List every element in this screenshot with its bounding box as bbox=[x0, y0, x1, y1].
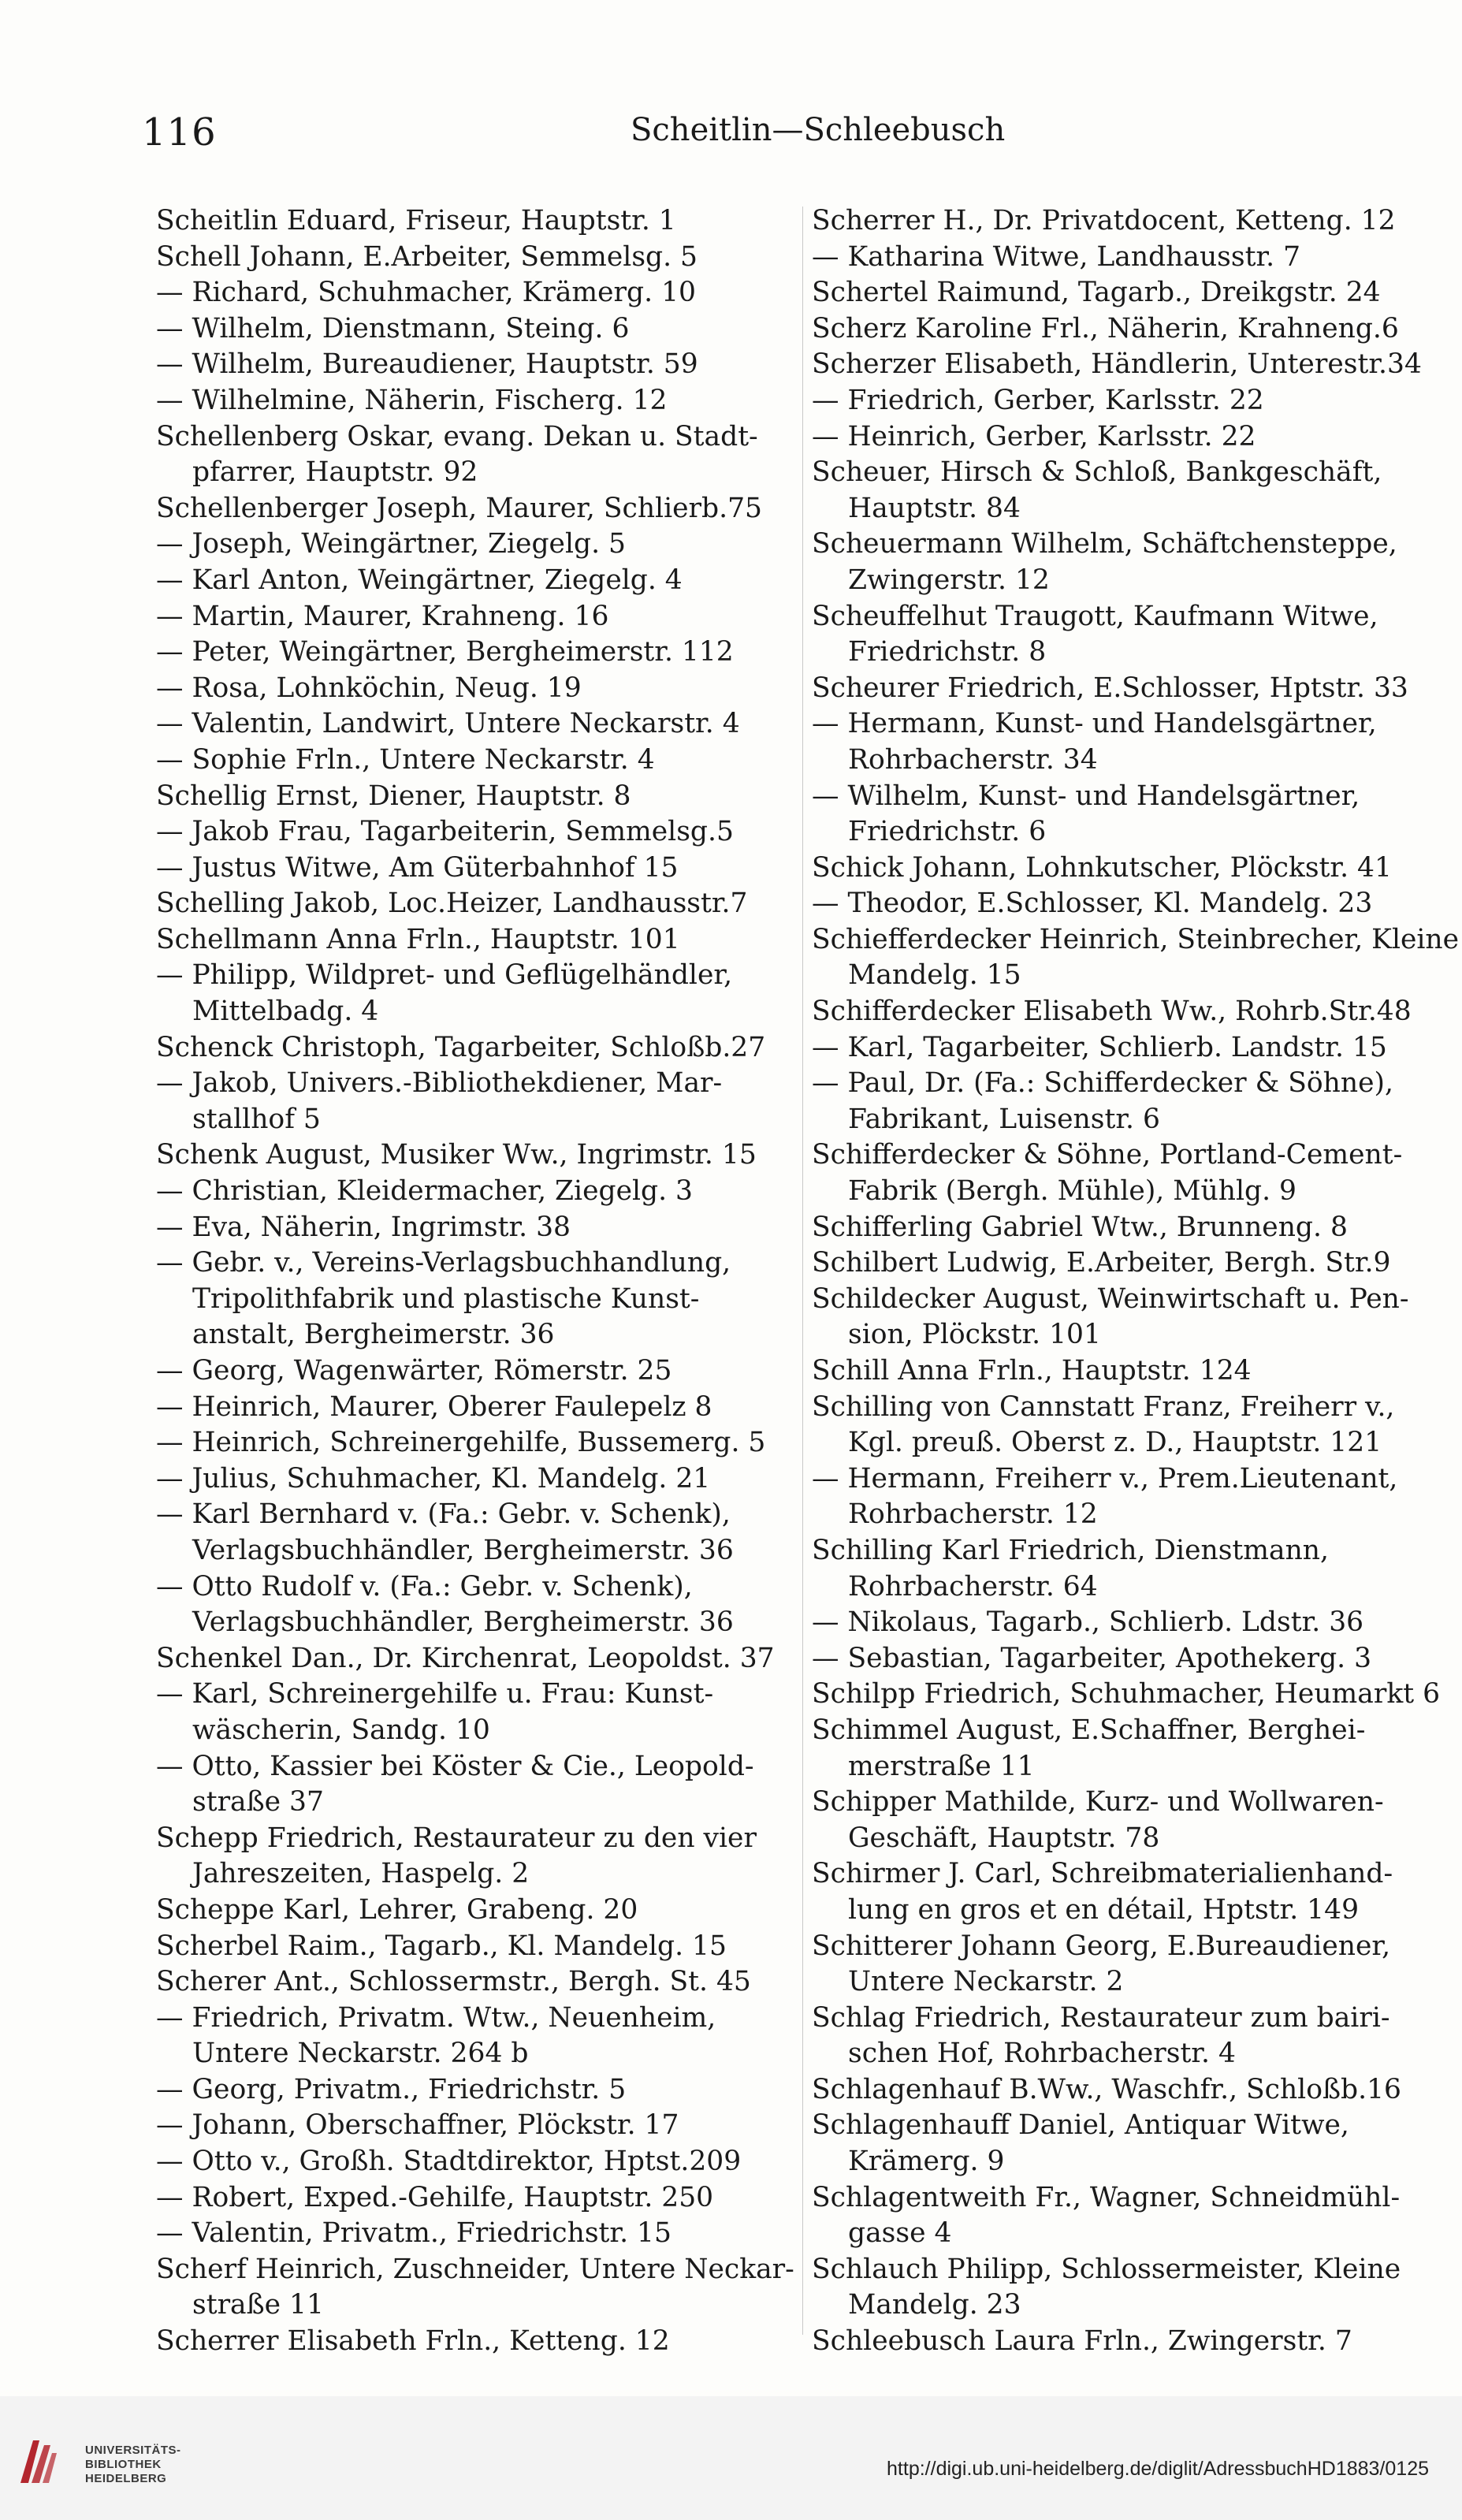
directory-entry: Scherrer Elisabeth Frln., Ketteng. 12 bbox=[156, 2325, 670, 2358]
entry-continuation-line: Krämerg. 9 bbox=[848, 2146, 1005, 2178]
directory-entry: — Georg, Wagenwärter, Römerstr. 25 bbox=[156, 1355, 672, 1387]
entry-continuation-line: Mandelg. 15 bbox=[848, 959, 1021, 992]
entry-continuation-line: Rohrbacherstr. 34 bbox=[848, 743, 1098, 776]
page-number: 116 bbox=[142, 110, 217, 154]
directory-entry: — Gebr. v., Vereins-Verlagsbuchhandlung, bbox=[156, 1247, 731, 1279]
directory-entry: — Richard, Schuhmacher, Krämerg. 10 bbox=[156, 277, 696, 309]
entry-continuation-line: Mittelbadg. 4 bbox=[192, 996, 379, 1028]
directory-entry: Scheuffelhut Traugott, Kaufmann Witwe, bbox=[812, 600, 1378, 632]
directory-entry: Schenkel Dan., Dr. Kirchenrat, Leopoldst. 37 bbox=[156, 1642, 775, 1674]
left-column bbox=[156, 203, 794, 2360]
directory-entry: — Hermann, Kunst- und Handelsgärtner, bbox=[812, 708, 1377, 740]
directory-entry: Schill Anna Frln., Hauptstr. 124 bbox=[812, 1355, 1252, 1387]
directory-entry: — Georg, Privatm., Friedrichstr. 5 bbox=[156, 2073, 627, 2105]
directory-entry: Scherer Ant., Schlossermstr., Bergh. St. 45 bbox=[156, 1966, 751, 1998]
entry-continuation-line: Rohrbacherstr. 64 bbox=[848, 1570, 1098, 1602]
entry-continuation-line: Fabrik (Bergh. Mühle), Mühlg. 9 bbox=[848, 1175, 1296, 1208]
directory-entry: — Friedrich, Gerber, Karlsstr. 22 bbox=[812, 384, 1264, 416]
directory-entry: Schirmer J. Carl, Schreibmaterialienhand- bbox=[812, 1858, 1393, 1890]
entry-continuation-line: Tripolithfabrik und plastische Kunst- bbox=[192, 1282, 700, 1315]
entry-continuation-line: Zwingerstr. 12 bbox=[848, 564, 1050, 596]
directory-entry: — Julius, Schuhmacher, Kl. Mandelg. 21 bbox=[156, 1462, 711, 1495]
entry-continuation-line: stallhof 5 bbox=[192, 1103, 321, 1135]
directory-entry: Schimmel August, E.Schaffner, Berghei- bbox=[812, 1714, 1366, 1746]
directory-entry: Schlagenhauff Daniel, Antiquar Witwe, bbox=[812, 2109, 1349, 2142]
directory-entry: Schitterer Johann Georg, E.Bureaudiener, bbox=[812, 1930, 1391, 1962]
directory-entry: — Katharina Witwe, Landhausstr. 7 bbox=[812, 240, 1301, 273]
directory-entry: — Otto Rudolf v. (Fa.: Gebr. v. Schenk), bbox=[156, 1570, 693, 1602]
directory-entry: Schilpp Friedrich, Schuhmacher, Heumarkt 6 bbox=[812, 1678, 1441, 1710]
directory-entry: — Theodor, E.Schlosser, Kl. Mandelg. 23 bbox=[812, 888, 1373, 920]
entry-continuation-line: Verlagsbuchhändler, Bergheimerstr. 36 bbox=[192, 1606, 734, 1639]
directory-entry: Schilbert Ludwig, E.Arbeiter, Bergh. Str.9 bbox=[812, 1247, 1391, 1279]
directory-entry: Schiefferdecker Heinrich, Steinbrecher, Kleine bbox=[812, 923, 1460, 955]
directory-entry: — Paul, Dr. (Fa.: Schifferdecker & Söhne), bbox=[812, 1067, 1393, 1100]
directory-entry: — Wilhelm, Kunst- und Handelsgärtner, bbox=[812, 780, 1360, 812]
directory-entry: — Robert, Exped.-Gehilfe, Hauptstr. 250 bbox=[156, 2181, 714, 2213]
directory-entry: Scherrer H., Dr. Privatdocent, Ketteng. 12 bbox=[812, 205, 1396, 236]
directory-entry: Schlauch Philipp, Schlossermeister, Kleine bbox=[812, 2253, 1401, 2285]
entry-continuation-line: Verlagsbuchhändler, Bergheimerstr. 36 bbox=[192, 1534, 734, 1566]
entry-continuation-line: wäscherin, Sandg. 10 bbox=[192, 1714, 490, 1746]
directory-entry: — Justus Witwe, Am Güterbahnhof 15 bbox=[156, 851, 679, 884]
directory-entry: — Karl, Schreinergehilfe u. Frau: Kunst- bbox=[156, 1678, 714, 1710]
directory-entry: — Valentin, Landwirt, Untere Neckarstr. 4 bbox=[156, 708, 740, 740]
column-divider bbox=[802, 207, 803, 2335]
entry-continuation-line: Mandelg. 23 bbox=[848, 2289, 1021, 2321]
directory-entry: Scherf Heinrich, Zuschneider, Untere Neckar- bbox=[156, 2253, 794, 2285]
directory-entry: — Heinrich, Gerber, Karlsstr. 22 bbox=[812, 420, 1256, 452]
directory-entry: Schifferling Gabriel Wtw., Brunneng. 8 bbox=[812, 1211, 1348, 1243]
directory-entry: — Karl, Tagarbeiter, Schlierb. Landstr. 15 bbox=[812, 1031, 1387, 1063]
directory-entry: — Jakob, Univers.-Bibliothekdiener, Mar- bbox=[156, 1067, 723, 1100]
directory-entry: Scheppe Karl, Lehrer, Grabeng. 20 bbox=[156, 1893, 638, 1926]
directory-entry: — Otto v., Großh. Stadtdirektor, Hptst.209 bbox=[156, 2146, 742, 2178]
directory-entry: Scherz Karoline Frl., Näherin, Krahneng.6 bbox=[812, 312, 1399, 344]
entry-continuation-line: anstalt, Bergheimerstr. 36 bbox=[192, 1319, 555, 1351]
directory-entry: — Heinrich, Maurer, Oberer Faulepelz 8 bbox=[156, 1390, 712, 1423]
directory-entry: Scherbel Raim., Tagarb., Kl. Mandelg. 15 bbox=[156, 1930, 727, 1962]
entry-continuation-line: straße 37 bbox=[192, 1786, 324, 1818]
directory-entry: Scheuer, Hirsch & Schloß, Bankgeschäft, bbox=[812, 456, 1382, 489]
directory-entry: — Heinrich, Schreinergehilfe, Bussemerg. 5 bbox=[156, 1427, 766, 1459]
directory-entry: — Wilhelm, Dienstmann, Steing. 6 bbox=[156, 312, 630, 344]
directory-entry: Schildecker August, Weinwirtschaft u. Pen- bbox=[812, 1282, 1409, 1315]
source-url-link[interactable]: http://digi.ub.uni-heidelberg.de/diglit/AdressbuchHD1883/0125 bbox=[887, 2458, 1429, 2480]
directory-entry: — Wilhelmine, Näherin, Fischerg. 12 bbox=[156, 384, 668, 416]
directory-entry: — Peter, Weingärtner, Bergheimerstr. 112 bbox=[156, 636, 734, 668]
institution-line: UNIVERSITÄTS- bbox=[85, 2444, 181, 2457]
entry-continuation-line: Rohrbacherstr. 12 bbox=[848, 1498, 1098, 1531]
directory-entry: — Wilhelm, Bureaudiener, Hauptstr. 59 bbox=[156, 348, 698, 381]
directory-entry: Scherzer Elisabeth, Händlerin, Unterestr.34 bbox=[812, 348, 1422, 381]
directory-entry: — Eva, Näherin, Ingrimstr. 38 bbox=[156, 1211, 571, 1243]
directory-entry: — Joseph, Weingärtner, Ziegelg. 5 bbox=[156, 528, 626, 560]
directory-entry: — Johann, Oberschaffner, Plöckstr. 17 bbox=[156, 2109, 679, 2142]
directory-entry: Schenck Christoph, Tagarbeiter, Schloßb.27 bbox=[156, 1031, 766, 1063]
directory-entry: Schellmann Anna Frln., Hauptstr. 101 bbox=[156, 923, 680, 955]
entry-continuation-line: merstraße 11 bbox=[848, 1750, 1035, 1782]
entry-continuation-line: Geschäft, Hauptstr. 78 bbox=[848, 1822, 1160, 1854]
institution-line: HEIDELBERG bbox=[85, 2472, 167, 2485]
entry-continuation-line: Friedrichstr. 6 bbox=[848, 816, 1047, 848]
directory-entry: Schifferdecker & Söhne, Portland-Cement- bbox=[812, 1139, 1403, 1171]
entry-continuation-line: Kgl. preuß. Oberst z. D., Hauptstr. 121 bbox=[848, 1427, 1382, 1459]
entry-continuation-line: Fabrikant, Luisenstr. 6 bbox=[848, 1103, 1160, 1135]
directory-entry: — Valentin, Privatm., Friedrichstr. 15 bbox=[156, 2217, 671, 2250]
directory-entry: — Philipp, Wildpret- und Geflügelhändler, bbox=[156, 959, 733, 992]
directory-entry: — Christian, Kleidermacher, Ziegelg. 3 bbox=[156, 1175, 693, 1208]
directory-entry: — Karl Anton, Weingärtner, Ziegelg. 4 bbox=[156, 564, 683, 596]
directory-entry: Schertel Raimund, Tagarb., Dreikgstr. 24 bbox=[812, 277, 1381, 309]
directory-entry: — Martin, Maurer, Krahneng. 16 bbox=[156, 600, 609, 632]
directory-entry: — Hermann, Freiherr v., Prem.Lieutenant, bbox=[812, 1462, 1398, 1495]
directory-entry: Scheurer Friedrich, E.Schlosser, Hptstr. 33 bbox=[812, 672, 1408, 704]
directory-entry: Schlag Friedrich, Restaurateur zum bairi- bbox=[812, 2001, 1390, 2034]
directory-entry: Scheitlin Eduard, Friseur, Hauptstr. 1 bbox=[156, 205, 676, 236]
directory-entry: Schell Johann, E.Arbeiter, Semmelsg. 5 bbox=[156, 240, 698, 273]
entry-continuation-line: Jahreszeiten, Haspelg. 2 bbox=[192, 1858, 530, 1890]
page-header bbox=[142, 110, 1462, 158]
directory-entry: — Friedrich, Privatm. Wtw., Neuenheim, bbox=[156, 2001, 716, 2034]
entry-continuation-line: Hauptstr. 84 bbox=[848, 492, 1021, 524]
university-library-logo-icon bbox=[17, 2434, 58, 2489]
directory-entry: Schick Johann, Lohnkutscher, Plöckstr. 41 bbox=[812, 851, 1392, 884]
directory-entry: Schepp Friedrich, Restaurateur zu den vier bbox=[156, 1822, 757, 1854]
directory-entry: Schleebusch Laura Frln., Zwingerstr. 7 bbox=[812, 2325, 1352, 2358]
directory-entry: Schlagenhauf B.Ww., Waschfr., Schloßb.16 bbox=[812, 2073, 1401, 2105]
entry-continuation-line: sion, Plöckstr. 101 bbox=[848, 1319, 1101, 1351]
directory-entry: Schellenberg Oskar, evang. Dekan u. Stadt- bbox=[156, 420, 758, 452]
directory-entry: Schelling Jakob, Loc.Heizer, Landhausstr.7 bbox=[156, 888, 748, 920]
entry-continuation-line: Friedrichstr. 8 bbox=[848, 636, 1047, 668]
entry-continuation-line: Untere Neckarstr. 264 b bbox=[192, 2038, 529, 2070]
directory-entry: Schifferdecker Elisabeth Ww., Rohrb.Str.48 bbox=[812, 996, 1412, 1028]
directory-entry: — Rosa, Lohnköchin, Neug. 19 bbox=[156, 672, 582, 704]
entry-continuation-line: Untere Neckarstr. 2 bbox=[848, 1966, 1124, 1998]
entry-continuation-line: schen Hof, Rohrbacherstr. 4 bbox=[848, 2038, 1236, 2070]
institution-name bbox=[85, 2444, 181, 2486]
directory-entry: — Sophie Frln., Untere Neckarstr. 4 bbox=[156, 743, 655, 776]
institution-line: BIBLIOTHEK bbox=[85, 2458, 162, 2471]
directory-entry: Schellenberger Joseph, Maurer, Schlierb.75 bbox=[156, 492, 762, 524]
directory-entry: — Nikolaus, Tagarb., Schlierb. Ldstr. 36 bbox=[812, 1606, 1364, 1639]
directory-entry: Schenk August, Musiker Ww., Ingrimstr. 15 bbox=[156, 1139, 757, 1171]
entry-continuation-line: gasse 4 bbox=[848, 2217, 952, 2250]
entry-continuation-line: pfarrer, Hauptstr. 92 bbox=[192, 456, 478, 489]
directory-entry: — Karl Bernhard v. (Fa.: Gebr. v. Schenk), bbox=[156, 1498, 731, 1531]
entry-continuation-line: straße 11 bbox=[192, 2289, 324, 2321]
entry-continuation-line: lung en gros et en détail, Hptstr. 149 bbox=[848, 1893, 1360, 1926]
directory-entry: Schipper Mathilde, Kurz- und Wollwaren- bbox=[812, 1786, 1384, 1818]
directory-entry: — Sebastian, Tagarbeiter, Apothekerg. 3 bbox=[812, 1642, 1372, 1674]
directory-entry: — Otto, Kassier bei Köster & Cie., Leopold- bbox=[156, 1750, 754, 1782]
right-column bbox=[812, 203, 1460, 2360]
directory-entry: Schilling von Cannstatt Franz, Freiherr v., bbox=[812, 1390, 1395, 1423]
directory-entry: Scheuermann Wilhelm, Schäftchensteppe, bbox=[812, 528, 1397, 560]
running-head: Scheitlin—Schleebusch bbox=[631, 112, 1006, 148]
directory-entry: — Jakob Frau, Tagarbeiterin, Semmelsg.5 bbox=[156, 816, 734, 848]
directory-entry: Schlagentweith Fr., Wagner, Schneidmühl- bbox=[812, 2181, 1401, 2213]
digitization-footer bbox=[0, 2396, 1462, 2520]
directory-entry: Schellig Ernst, Diener, Hauptstr. 8 bbox=[156, 780, 631, 812]
directory-entry: Schilling Karl Friedrich, Dienstmann, bbox=[812, 1534, 1329, 1566]
